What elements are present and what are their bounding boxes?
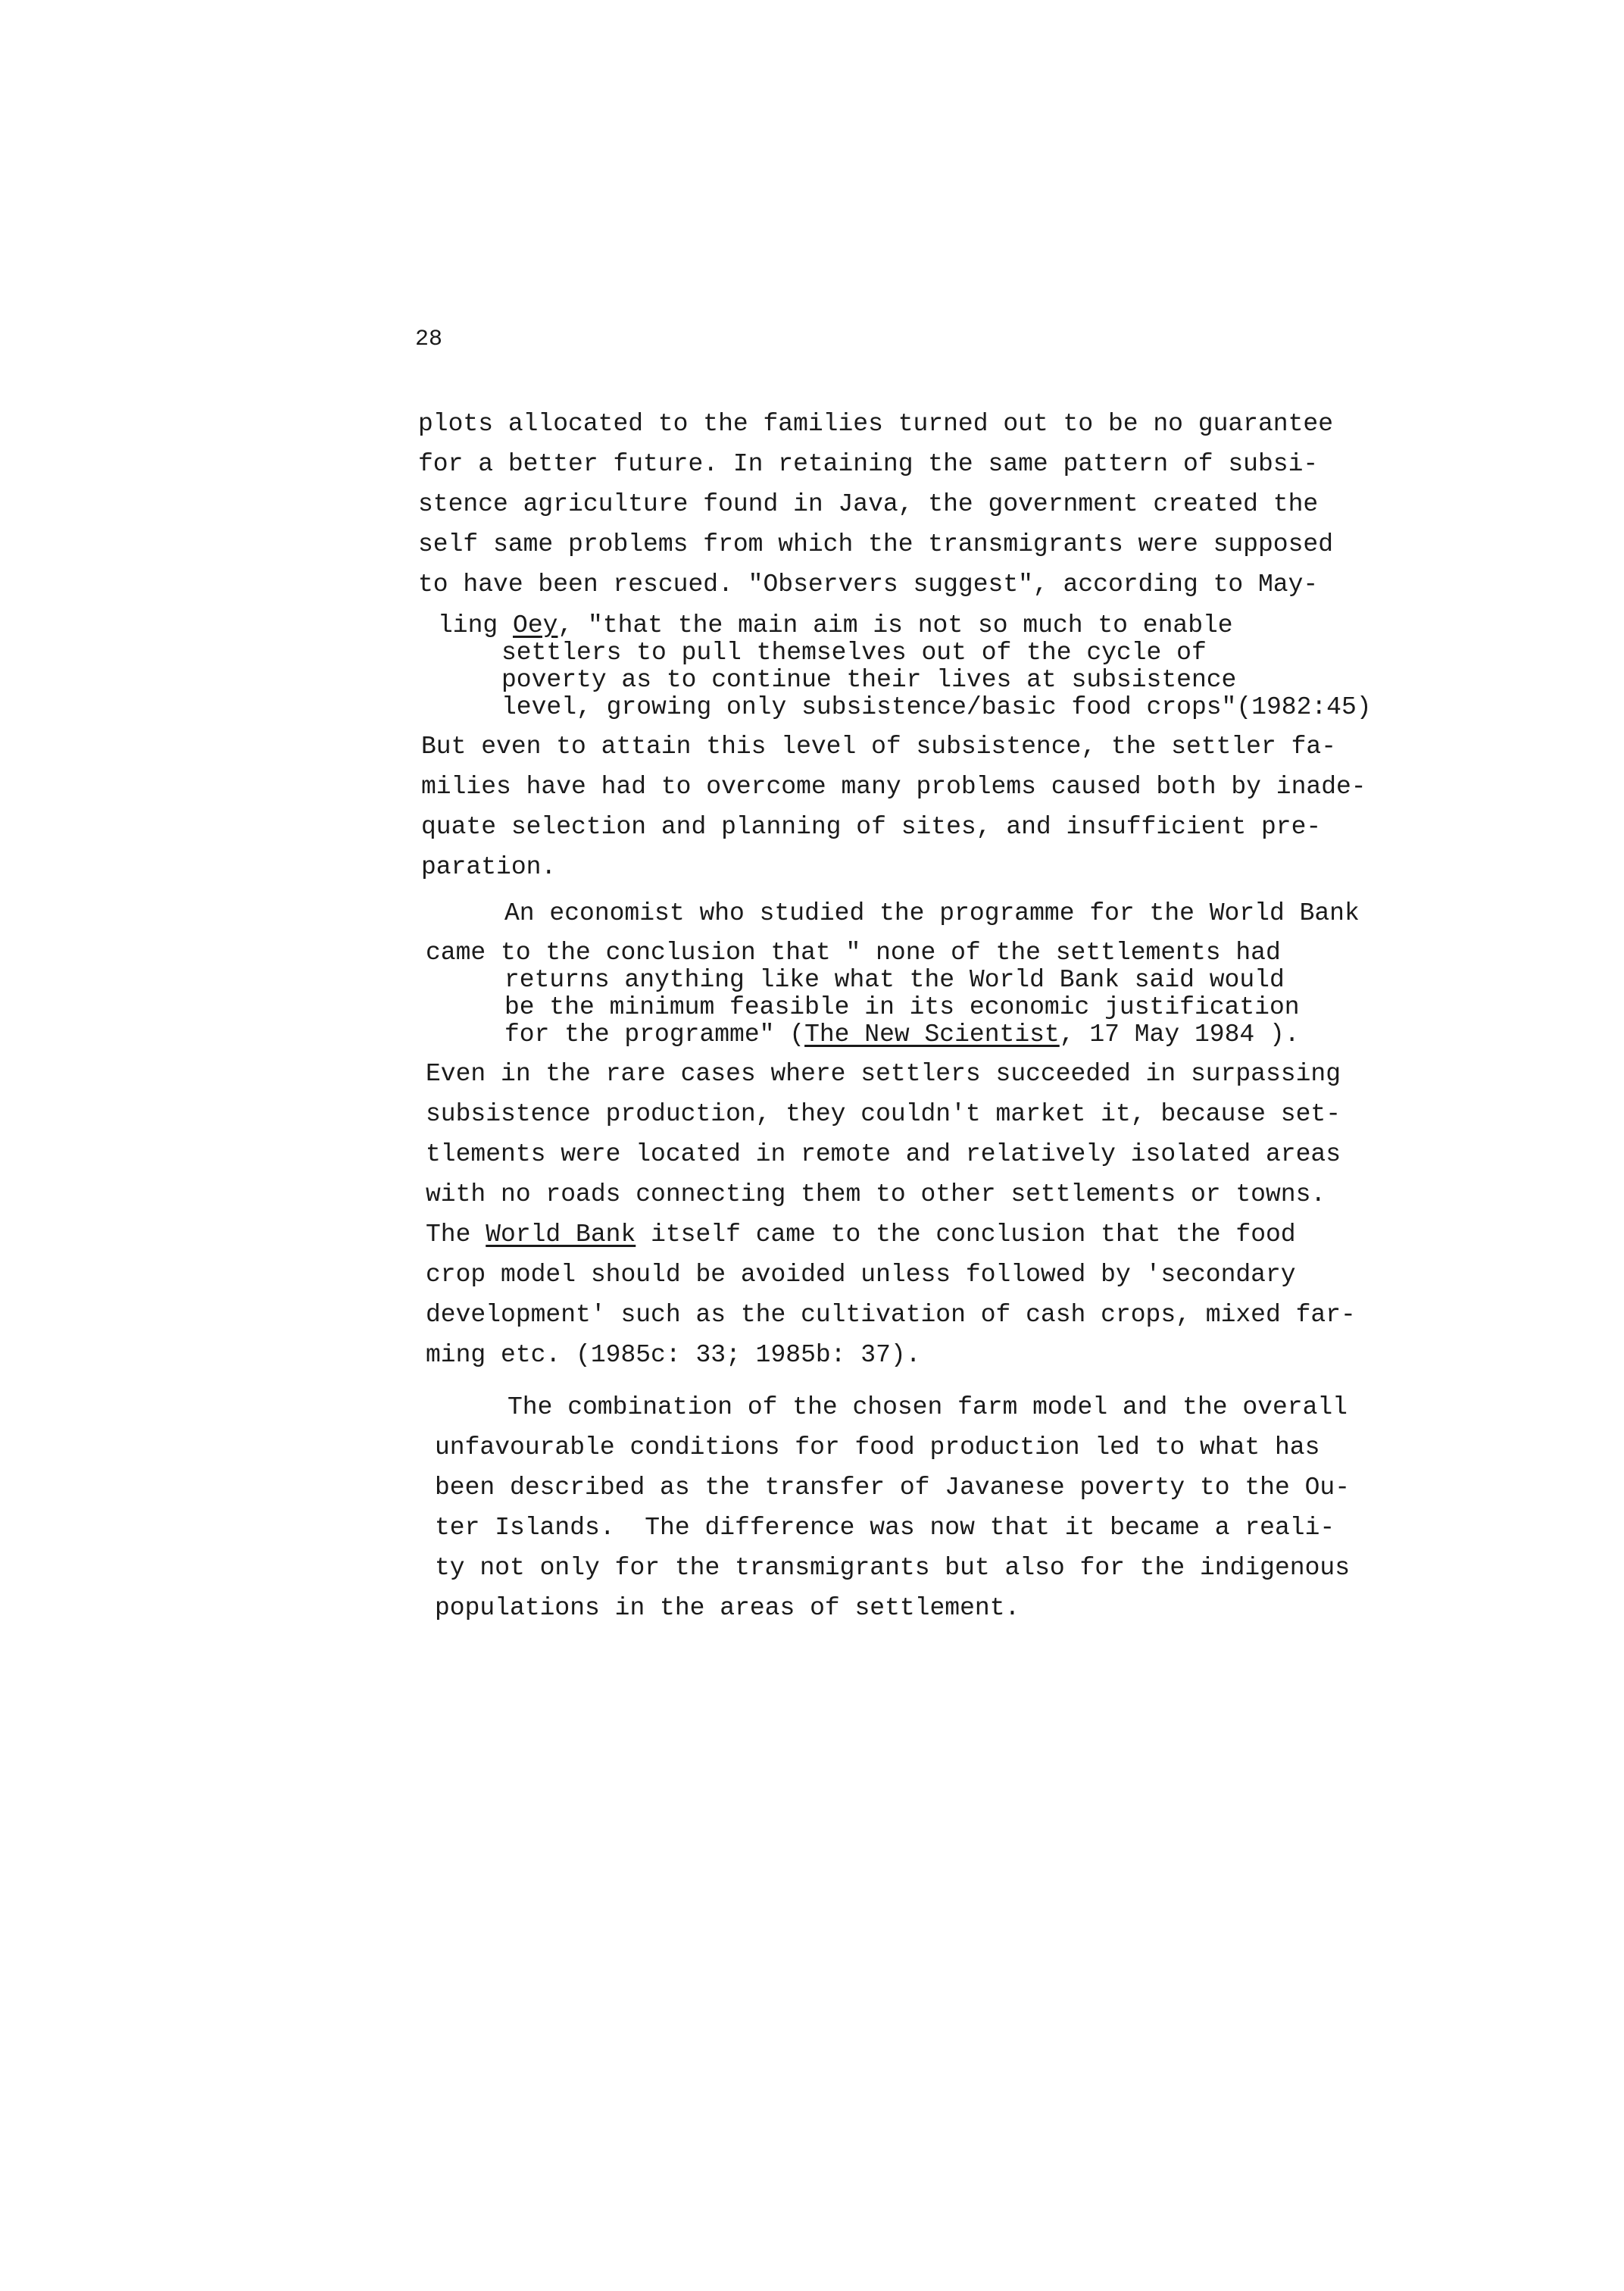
paragraph-4-line-5 bbox=[426, 1220, 1296, 1250]
paragraph-4-wb-prefix: The bbox=[426, 1221, 486, 1249]
paragraph-5-line-3: been described as the transfer of Javanese poverty to the Ou- bbox=[435, 1474, 1350, 1502]
paragraph-1-line-2: for a better future. In retaining the same pattern of subsi- bbox=[418, 450, 1319, 478]
paragraph-4-line-2: subsistence production, they couldn't market it, because set- bbox=[426, 1100, 1341, 1128]
quote-2-lead-line: came to the conclusion that " none of the settlements had bbox=[426, 939, 1281, 967]
paragraph-2-line-3: quate selection and planning of sites, and insufficient pre- bbox=[421, 813, 1322, 841]
paragraph-2-line-4: paration. bbox=[421, 853, 557, 881]
quote-2-line-4 bbox=[504, 1021, 1300, 1049]
paragraph-5-line-1: The combination of the chosen farm model and the overall bbox=[508, 1393, 1348, 1421]
paragraph-4-line-4: with no roads connecting them to other settlements or towns. bbox=[426, 1180, 1326, 1208]
quote-1-lead-line bbox=[438, 612, 1233, 639]
paragraph-4-line-6: crop model should be avoided unless followed by 'secondary bbox=[426, 1261, 1296, 1289]
author-name-oey: Oey bbox=[513, 611, 558, 639]
quote-2-line-2: returns anything like what the World Bank said would bbox=[504, 966, 1285, 994]
paragraph-5-line-2: unfavourable conditions for food production led to what has bbox=[435, 1433, 1320, 1461]
quote-1-lead-prefix: ling bbox=[438, 611, 514, 639]
quote-2-last-prefix: for the programme" ( bbox=[504, 1020, 805, 1049]
paragraph-4-line-3: tlements were located in remote and relatively isolated areas bbox=[426, 1140, 1341, 1168]
paragraph-1-line-4: self same problems from which the transmigrants were supposed bbox=[418, 530, 1333, 558]
quote-1-line-4: level, growing only subsistence/basic food crops"(1982:45) bbox=[501, 693, 1372, 721]
quote-1-lead-suffix: , "that the main aim is not so much to enable bbox=[557, 611, 1233, 639]
quote-2-line-3: be the minimum feasible in its economic justification bbox=[504, 993, 1300, 1021]
paragraph-2-line-2: milies have had to overcome many problems caused both by inade- bbox=[421, 773, 1366, 801]
page-number: 28 bbox=[415, 327, 443, 352]
organization-world-bank: World Bank bbox=[486, 1221, 636, 1249]
paragraph-4-wb-suffix: itself came to the conclusion that the food bbox=[636, 1221, 1296, 1249]
paragraph-5-line-6: populations in the areas of settlement. bbox=[435, 1594, 1020, 1622]
paragraph-5-line-5: ty not only for the transmigrants but also for the indigenous bbox=[435, 1554, 1350, 1582]
paragraph-5-line-4: ter Islands. The difference was now that it became a reali- bbox=[435, 1514, 1335, 1542]
source-title-new-scientist: The New Scientist bbox=[804, 1020, 1060, 1049]
paragraph-1-line-5: to have been rescued. "Observers suggest", according to May- bbox=[418, 570, 1319, 599]
paragraph-4-line-7: development' such as the cultivation of cash crops, mixed far- bbox=[426, 1301, 1356, 1329]
quote-1-line-2: settlers to pull themselves out of the cycle of bbox=[501, 639, 1207, 667]
paragraph-1-line-1: plots allocated to the families turned out to be no guarantee bbox=[418, 410, 1333, 438]
quote-1-line-3: poverty as to continue their lives at subsistence bbox=[501, 666, 1237, 694]
paragraph-3-line-1: An economist who studied the programme for the World Bank bbox=[504, 899, 1360, 927]
paragraph-2-line-1: But even to attain this level of subsistence, the settler fa- bbox=[421, 733, 1336, 761]
paragraph-4-line-8: ming etc. (1985c: 33; 1985b: 37). bbox=[426, 1341, 921, 1369]
paragraph-1-line-3: stence agriculture found in Java, the government created the bbox=[418, 490, 1319, 518]
quote-2-last-suffix: , 17 May 1984 ). bbox=[1059, 1020, 1300, 1049]
paragraph-4-line-1: Even in the rare cases where settlers succeeded in surpassing bbox=[426, 1060, 1341, 1088]
